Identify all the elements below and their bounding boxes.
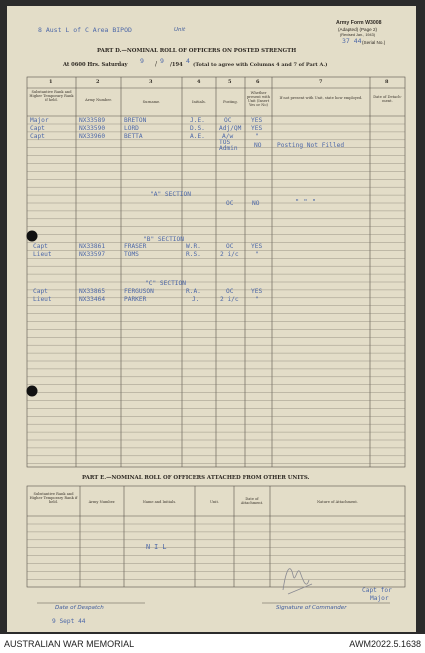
present: YES bbox=[251, 125, 263, 132]
part-e-header-date: Date of Attachment. bbox=[240, 497, 264, 506]
initials: J.E. bbox=[190, 117, 205, 124]
present: " bbox=[255, 251, 259, 258]
signature-rank-2: Major bbox=[370, 595, 389, 602]
army-number: NX33865 bbox=[79, 288, 106, 295]
archive-reference: AWM2022.5.1638 bbox=[349, 639, 421, 649]
part-d-year-label: /194 bbox=[170, 62, 183, 68]
part-e-nil-entry: N I L bbox=[146, 543, 167, 551]
rank: Lieut bbox=[33, 296, 52, 303]
part-e-header-name: Name and Initials. bbox=[142, 500, 177, 504]
archive-name: AUSTRALIAN WAR MEMORIAL bbox=[4, 639, 135, 649]
present: " bbox=[255, 296, 259, 303]
col-num-8: 8 bbox=[385, 79, 389, 85]
col-num-3: 3 bbox=[149, 79, 153, 85]
posting: OC bbox=[226, 288, 234, 295]
section-b-heading: "B" SECTION bbox=[143, 236, 184, 243]
posting: 2 i/c bbox=[220, 296, 239, 303]
posting: A/w bbox=[222, 133, 234, 140]
rank: Capt bbox=[30, 133, 45, 140]
col-header-detachment: Date of Detach-ment. bbox=[373, 95, 402, 104]
surname: PARKER bbox=[124, 296, 147, 303]
army-number: NX33589 bbox=[79, 117, 106, 124]
part-d-date-sep: / bbox=[155, 61, 158, 68]
present: YES bbox=[251, 243, 263, 250]
col-header-rank: Substantive Rank and Higher Temporary Rank if held. bbox=[29, 90, 74, 103]
surname: BETTA bbox=[124, 133, 143, 140]
col-header-number: Army Number. bbox=[85, 98, 112, 102]
surname: LORD bbox=[124, 125, 139, 132]
initials: W.R. bbox=[186, 243, 201, 250]
part-d-year-digit: 4 bbox=[186, 57, 190, 65]
part-e-header-number: Army Number. bbox=[88, 500, 116, 504]
punch-hole-top bbox=[27, 231, 38, 242]
posting: TOS Admin bbox=[219, 139, 238, 152]
despatch-date: 9 Sept 44 bbox=[52, 618, 86, 625]
signature-label: Signature of Commander bbox=[276, 605, 347, 611]
surname: FERGUSON bbox=[124, 288, 154, 295]
col-num-5: 5 bbox=[228, 79, 232, 85]
rank: Major bbox=[30, 117, 49, 124]
initials: D.S. bbox=[190, 125, 205, 132]
rank: Capt bbox=[33, 288, 48, 295]
section-a-posting: OC bbox=[226, 200, 234, 207]
section-a-heading: "A" SECTION bbox=[150, 191, 191, 198]
unit-name: 8 Aust L of C Area BIPOD bbox=[38, 26, 132, 34]
col-num-2: 2 bbox=[96, 79, 100, 85]
initials: A.E. bbox=[190, 133, 205, 140]
present: YES bbox=[251, 288, 263, 295]
part-d-day: 9 bbox=[140, 57, 144, 65]
unit-label: Unit bbox=[174, 27, 186, 33]
section-a-present: NO bbox=[252, 200, 260, 207]
part-e-header-rank: Substantive Rank and Higher Temporary Rank if held. bbox=[29, 492, 78, 505]
punch-hole-bottom bbox=[27, 386, 38, 397]
signature-rank-1: Capt for bbox=[362, 587, 392, 594]
surname: TOMS bbox=[124, 251, 139, 258]
part-e-title: PART E.—NOMINAL ROLL OF OFFICERS ATTACHED FROM OTHER UNITS. bbox=[82, 475, 310, 481]
present: " bbox=[255, 133, 259, 140]
despatch-label: Date of Despatch bbox=[55, 605, 104, 611]
posting: OC bbox=[226, 243, 234, 250]
serial-value: 37 44 bbox=[342, 37, 362, 45]
col-header-surname: Surname. bbox=[142, 100, 161, 104]
initials: R.A. bbox=[186, 288, 201, 295]
surname: BRETON bbox=[124, 117, 147, 124]
army-number: NX33861 bbox=[79, 243, 106, 250]
part-e-header-nature: Nature of Attachment. bbox=[317, 500, 358, 504]
rank: Capt bbox=[30, 125, 45, 132]
col-num-4: 4 bbox=[197, 79, 201, 85]
col-num-7: 7 bbox=[319, 79, 323, 85]
col-header-initials: Initials. bbox=[192, 100, 206, 104]
posting: 2 i/c bbox=[220, 251, 239, 258]
rank: Lieut bbox=[33, 251, 52, 258]
surname: FRASER bbox=[124, 243, 147, 250]
form-adapted: (Adapted) (Page 2) bbox=[338, 27, 378, 32]
present: NO bbox=[254, 142, 262, 149]
form-revised: (Revised Jan., 1943) bbox=[340, 33, 376, 37]
archive-footer bbox=[0, 634, 425, 653]
army-number: NX33597 bbox=[79, 251, 106, 258]
present: YES bbox=[251, 117, 263, 124]
col-header-posting: Posting. bbox=[223, 100, 238, 104]
col-header-how-employed: If not present with Unit, state how employed. bbox=[279, 96, 363, 100]
part-d-month: 9 bbox=[160, 57, 164, 65]
serial-label: (Serial No.) bbox=[362, 40, 386, 45]
rank: Capt bbox=[33, 243, 48, 250]
posting: OC bbox=[224, 117, 232, 124]
army-number: NX33464 bbox=[79, 296, 106, 303]
army-number: NX33960 bbox=[79, 133, 106, 140]
form-name: Army Form W3008 bbox=[336, 20, 382, 26]
army-number: NX33590 bbox=[79, 125, 106, 132]
part-e-header-unit: Unit. bbox=[209, 500, 220, 504]
commander-signature bbox=[283, 569, 312, 594]
part-d-note: (Total to agree with Columns 4 and 7 of Part A.) bbox=[193, 62, 328, 68]
col-num-1: 1 bbox=[49, 79, 53, 85]
posting: Adj/QM bbox=[219, 125, 242, 132]
initials: J. bbox=[192, 296, 200, 303]
how-employed: Posting Not Filled bbox=[277, 142, 345, 149]
section-a-how: " " " bbox=[295, 198, 317, 206]
section-c-heading: "C" SECTION bbox=[145, 280, 186, 287]
col-header-present: Whether present with Unit (Insert Yes or No) bbox=[246, 91, 270, 108]
part-d-title: PART D.—NOMINAL ROLL OF OFFICERS ON POSTED STRENGTH bbox=[97, 48, 297, 54]
part-d-at-label: At 0600 Hrs. Saturday bbox=[63, 62, 128, 68]
initials: R.S. bbox=[186, 251, 201, 258]
col-num-6: 6 bbox=[256, 79, 260, 85]
